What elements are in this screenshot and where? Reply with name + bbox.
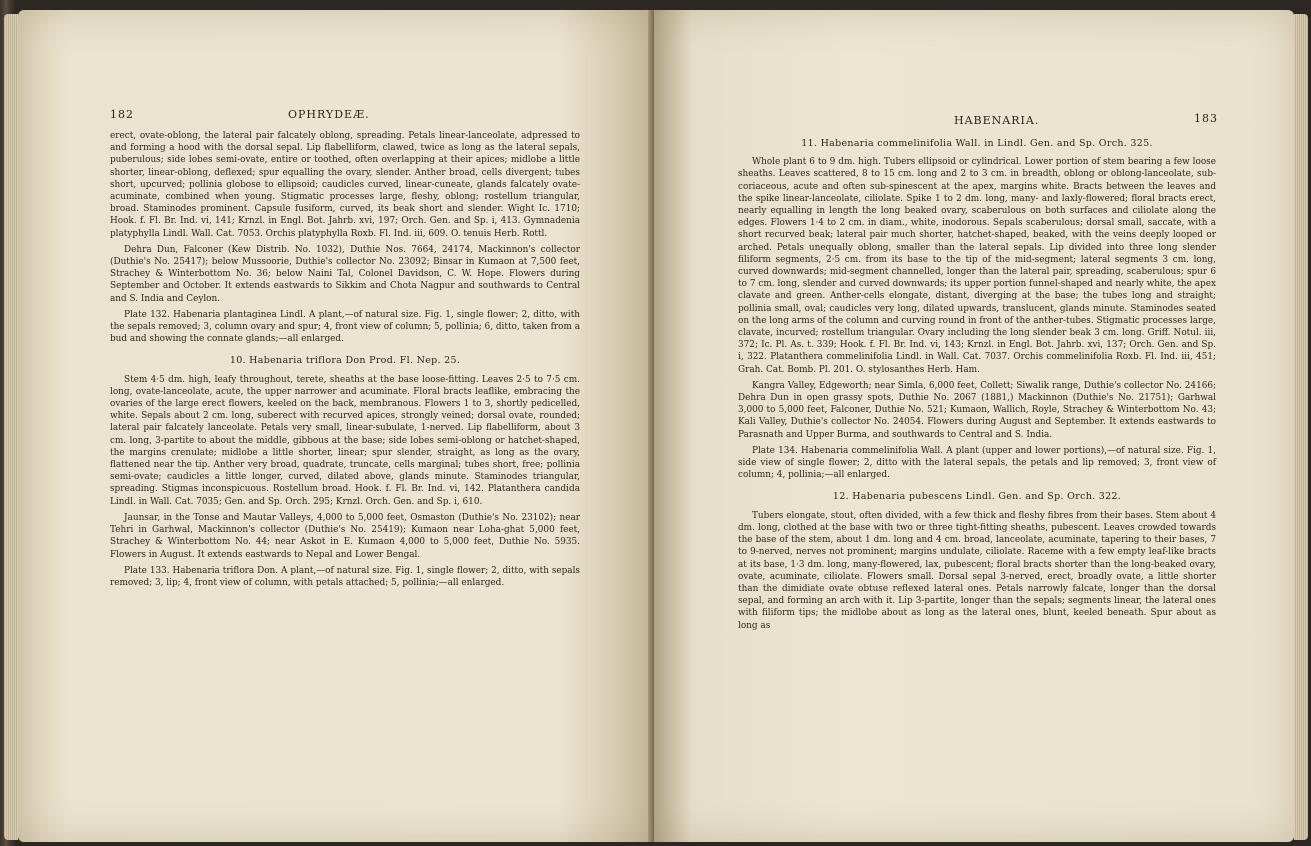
paragraph: Plate 134. Habenaria commelinifolia Wall. A plant (upper and lower portions),—of natural size. Fig. 1, side view of single flower; 2, ditto with the lateral sepals, the petals and lip removed; 3, front view of column; 4, pollinia;—all enlarged. — [738, 445, 1216, 481]
page-number-left: 182 — [110, 108, 134, 121]
paragraph: Kangra Valley, Edgeworth; near Simla, 6,000 feet, Collett; Siwalik range, Duthie's collector No. 24166; Dehra Dun in open grassy spots, Duthie No. 2067 (1881,) Mackinnon (Duthie's No. 21751); Garhwal 3,000 to 5,000 feet, Falconer, Duthie No. 521; Kumaon, Wallich, Royle, Strachey & Winterbottom No. 43; Kali Valley, Duthie's collector No. 24054. Flowers during August and September. It extends eastwards to Parasnath and Upper Burma, and southwards to Central and S. India. — [738, 380, 1216, 440]
paragraph: Plate 133. Habenaria triflora Don. A plant,—of natural size. Fig. 1, single flower; 2, ditto, with sepals removed; 3, lip; 4, front view of column, with petals attached; 5, pollinia;—all enlarged. — [110, 565, 580, 588]
paragraph: Dehra Dun, Falconer (Kew Distrib. No. 1032), Duthie Nos. 7664, 24174, Mackinnon's collector (Duthie's No. 25417); below Mussoorie, Duthie's collector No. 23092; Binsar in Kumaon at 7,500 feet, Strachey & Winterbottom No. 36; below Naini Tal, Colonel Davidson, C. W. Hope. Flowers during September and October. It extends eastwards to Sikkim and Chota Nagpur and southwards to Central and S. India and Ceylon. — [110, 244, 580, 304]
right-page — [654, 10, 1294, 842]
left-page — [18, 10, 654, 842]
paragraph: Plate 132. Habenaria plantaginea Lindl. A plant,—of natural size. Fig. 1, single flower; 2, ditto, with the sepals removed; 3, column ovary and spur; 4, front view of column; 5, pollinia; 6, ditto, taken from a bud and showing the connate glands;—all enlarged. — [110, 309, 580, 345]
paragraph: Jaunsar, in the Tonse and Mautar Valleys, 4,000 to 5,000 feet, Osmaston (Duthie's No. 23102); near Tehri in Garhwal, Mackinnon's collector (Duthie's No. 25419); Kumaon near Loha-ghat 5,000 feet, Strachey & Winterbottom No. 44; near Askot in E. Kumaon 4,000 to 5,000 feet, Duthie No. 5935. Flowers in August. It extends eastwards to Nepal and Lower Bengal. — [110, 512, 580, 560]
page-edges-right — [1294, 14, 1308, 840]
running-head-right: HABENARIA. — [954, 114, 1040, 127]
page-edges-left — [4, 14, 18, 840]
section-heading: 11. Habenaria commelinifolia Wall. in Lindl. Gen. and Sp. Orch. 325. — [801, 138, 1153, 149]
paragraph: erect, ovate-oblong, the lateral pair falcately oblong, spreading. Petals linear-lanceolate, adpressed to and forming a hood with the dorsal sepal. Lip flabelliform, clawed, twice as long as the lateral sepals, puberulous; side lobes semi-ovate, entire or toothed, often overlapping at their apices; midlobe a little shorter, linear-oblong, deflexed; spur equalling the ovary, slender. Anther broad, cells divergent; tubes short, upcurved; pollinia globose to ellipsoid; caudicles curved, linear-cuneate, glands falcately ovate-acuminate, combined when young. Stigmatic processes large, fleshy, oblong; rostellum triangular, broad. Staminodes prominent. Capsule fusiform, curved, its beak short and slender. Wight Ic. 1710; Hook. f. Fl. Br. Ind. vi, 141; Krnzl. in Engl. Bot. Jahrb. xvi, 197; Orch. Gen. and Sp. i, 413. Gymnadenia platyphylla Lindl. Wall. Cat. 7053. Orchis platyphylla Roxb. Fl. Ind. iii, 609. O. tenuis Herb. Rottl. — [110, 131, 580, 239]
left-page-body — [110, 130, 580, 593]
section-heading: 10. Habenaria triflora Don Prod. Fl. Nep. 25. — [229, 355, 461, 367]
section-heading: 12. Habenaria pubescens Lindl. Gen. and Sp. Orch. 322. — [832, 491, 1122, 503]
running-head-left: OPHRYDEÆ. — [288, 108, 370, 121]
paragraph: Stem 4·5 dm. high, leafy throughout, terete, sheaths at the base loose-fitting. Leaves 2·5 to 7·5 cm. long, ovate-lanceolate, acute, the upper narrower and acuminate. Floral bracts leaflike, embracing the ovaries of the large erect flowers, keeled on the back, membranous. Flowers 1 to 3, shortly pedicelled, white. Sepals about 2 cm. long, suberect with recurved apices, strongly veined; dorsal ovate, rounded; lateral pair falcately lanceolate. Petals very small, linear-subulate, 1-nerved. Lip flabelliform, about 3 cm. long, 3-partite to about the middle, gibbous at the base; side lobes semi-oblong or hatchet-shaped, the margins crenulate; midlobe a little shorter, linear; spur slender, straight, as long as the ovary, flattened near the tip. Anther very broad, quadrate, truncate, cells marginal; tubes short, free; pollinia semi-ovate; caudicles a little longer, curved, dilated above, glands minute. Staminodes triangular, spreading. Stigmas inconspicuous. Rostellum broad. Hook. f. Fl. Br. Ind. vi, 142. Platanthera candida Lindl. in Wall. Cat. 7035; Gen. and Sp. Orch. 295; Krnzl. Orch. Gen. and Sp. i, 610. — [110, 374, 580, 507]
right-page-body — [738, 138, 1216, 636]
paragraph: Whole plant 6 to 9 dm. high. Tubers ellipsoid or cylindrical. Lower portion of stem bearing a few loose sheaths. Leaves scattered, 8 to 15 cm. long and 2 to 3 cm. in breadth, oblong or oblong-lanceolate, sub-coriaceous, acute and often sub-spinescent at the apex, margins white. Bracts between the leaves and the spike linear-lanceolate, ciliolate. Spike 1 to 2 dm. long, many- and laxly-flowered; floral bracts erect, nearly equalling in length the long beaked ovary, scaberulous on both surfaces and ciliolate along the edges. Flowers 1·4 to 2 cm. in diam., white, inodorous. Sepals scaberulous; dorsal small, saccate, with a short recurved beak; lateral pair much shorter, hatchet-shaped, beaked, with the veins deeply looped or arched. Petals unequally oblong, smaller than the lateral sepals. Lip divided into three long slender filiform segments, 2·5 cm. from its base to the tip of the mid-segment; lateral segments 3 cm. long, curved downwards; mid-segment channelled, longer than the lateral pair, spreading, scaberulous; spur 6 to 7 cm. long, slender and curved downwards; its upper portion funnel-shaped and nearly white, the apex clavate and green. Anther-cells elongate, distant, diverging at the base; the tubes long and straight; pollinia small, oval; caudicles very long, dilated upwards, translucent, glands minute. Staminodes seated on the long arms of the column and curving round in front of the anther-tubes. Stigmatic processes large, clavate, incurved; rostellum triangular. Ovary including the long slender beak 3 cm. long. Griff. Notul. iii, 372; Ic. Pl. As. t. 339; Hook. f. Fl. Br. Ind. vi, 143; Krnzl. in Engl. Bot. Jahrb. xvi, 137; Orch. Gen. and Sp. i, 322. Platanthera commelinifolia Lindl. in Wall. Cat. 7037. Orchis commelinifolia Roxb. Fl. Ind. iii, 451; Grah. Cat. Bomb. Pl. 201. O. stylosanthes Herb. Ham. — [738, 157, 1216, 375]
paragraph: Tubers elongate, stout, often divided, with a few thick and fleshy fibres from their bases. Stem about 4 dm. long, clothed at the base with two or three tight-fitting sheaths, pubescent. Leaves crowded towards the base of the stem, about 1 dm. long and 4 cm. broad, lanceolate, acuminate, tapering to their bases, 7 to 9-nerved, nerves not prominent; margins undulate, ciliolate. Raceme with a few empty leaf-like bracts at its base, 1·3 dm. long, many-flowered, lax, pubescent; floral bracts shorter than the long-beaked ovary, ovate, acuminate, ciliolate. Flowers small. Dorsal sepal 3-nerved, erect, broadly ovate, a little shorter than the dimidiate ovate obtuse reflexed lateral ones. Petals narrowly falcate, longer than the dorsal sepal, and forming an arch with it. Lip 3-partite, longer than the sepals; segments linear, the lateral ones with filiform tips; the midlobe about as long as the lateral ones, blunt, keeled beneath. Spur about as long as — [738, 510, 1216, 631]
page-number-right: 183 — [1194, 112, 1218, 125]
